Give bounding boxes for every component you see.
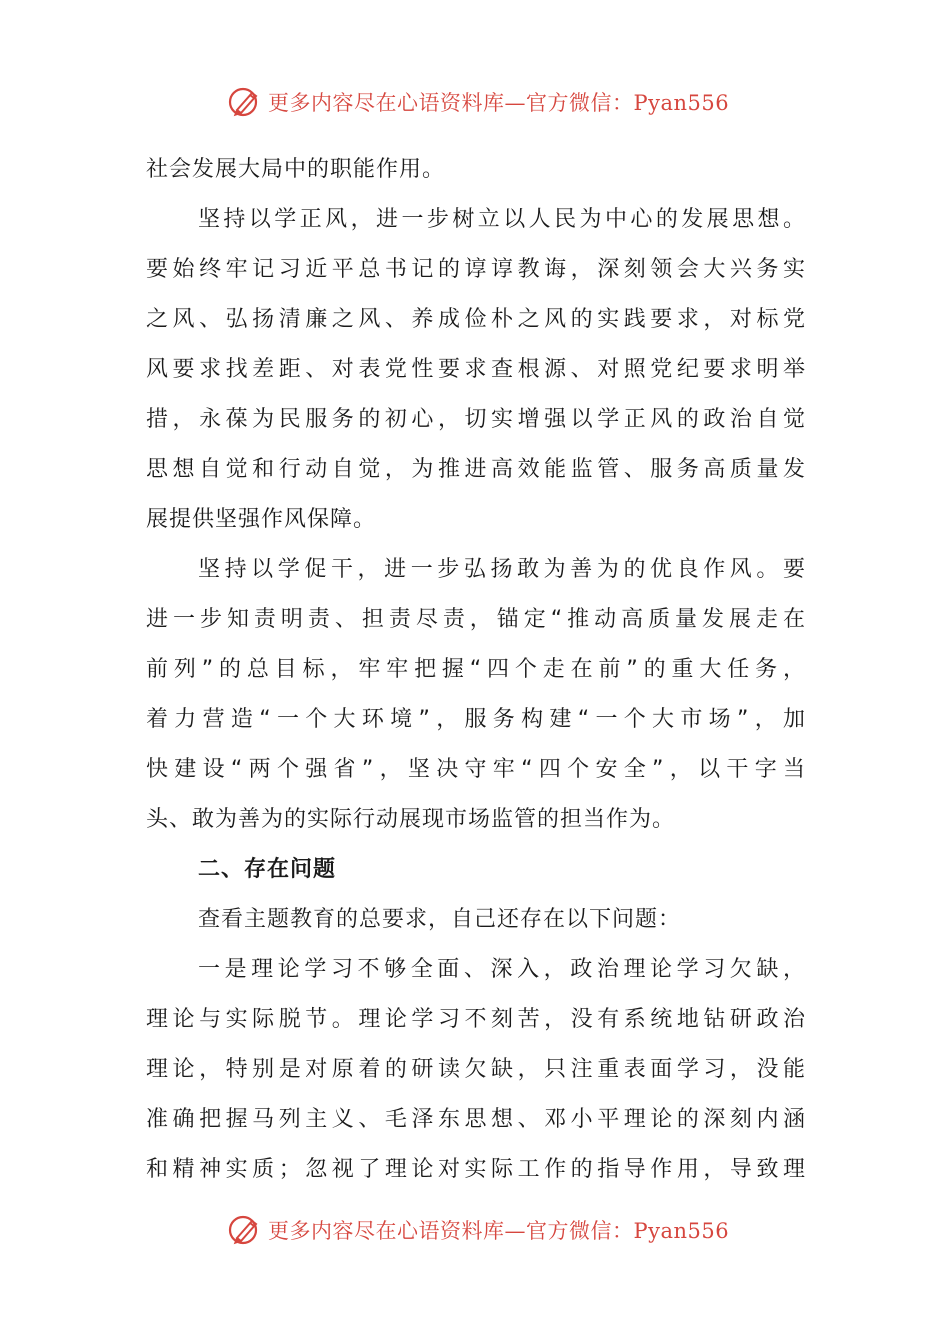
text-line: 理论，特别是对原着的研读欠缺，只注重表面学习，没能 bbox=[146, 1057, 806, 1082]
banner-text: 更多内容尽在心语资料库—官方微信：Pyan556 bbox=[268, 1219, 730, 1243]
section-heading: 二、存在问题 bbox=[198, 857, 337, 882]
text-line: 和精神实质；忽视了理论对实际工作的指导作用，导致理 bbox=[146, 1157, 806, 1182]
text-line: 坚持以学促干，进一步弘扬敢为善为的优良作风。要 bbox=[198, 557, 806, 582]
text-line: 头、敢为善为的实际行动展现市场监管的担当作为。 bbox=[146, 807, 676, 832]
text-line: 快建设“两个强省”，坚决守牢“四个安全”，以干字当 bbox=[146, 757, 806, 782]
text-line: 社会发展大局中的职能作用。 bbox=[146, 157, 446, 182]
text-line: 要始终牢记习近平总书记的谆谆教诲，深刻领会大兴务实 bbox=[146, 257, 806, 282]
pen-logo-icon bbox=[228, 1212, 264, 1248]
text-line: 查看主题教育的总要求，自己还存在以下问题： bbox=[198, 907, 682, 932]
text-line: 思想自觉和行动自觉，为推进高效能监管、服务高质量发 bbox=[146, 457, 806, 482]
text-line: 坚持以学正风，进一步树立以人民为中心的发展思想。 bbox=[198, 207, 806, 232]
text-line: 措，永葆为民服务的初心，切实增强以学正风的政治自觉 bbox=[146, 407, 806, 432]
header-watermark-banner bbox=[228, 82, 729, 122]
text-line: 准确把握马列主义、毛泽东思想、邓小平理论的深刻内涵 bbox=[146, 1107, 806, 1132]
text-line: 之风、弘扬清廉之风、养成俭朴之风的实践要求，对标党 bbox=[146, 307, 806, 332]
text-line: 着力营造“一个大环境”，服务构建“一个大市场”，加 bbox=[146, 707, 806, 732]
pen-logo-icon bbox=[228, 84, 264, 120]
text-line: 理论与实际脱节。理论学习不刻苦，没有系统地钻研政治 bbox=[146, 1007, 806, 1032]
text-line: 一是理论学习不够全面、深入，政治理论学习欠缺， bbox=[198, 957, 806, 982]
banner-text: 更多内容尽在心语资料库—官方微信：Pyan556 bbox=[268, 91, 730, 115]
document-body bbox=[146, 145, 806, 1195]
text-line: 风要求找差距、对表党性要求查根源、对照党纪要求明举 bbox=[146, 357, 806, 382]
footer-watermark-banner bbox=[228, 1210, 729, 1250]
text-line: 进一步知责明责、担责尽责，锚定“推动高质量发展走在 bbox=[146, 607, 806, 632]
text-line: 前列”的总目标，牢牢把握“四个走在前”的重大任务， bbox=[146, 657, 806, 682]
text-line: 展提供坚强作风保障。 bbox=[146, 507, 377, 532]
